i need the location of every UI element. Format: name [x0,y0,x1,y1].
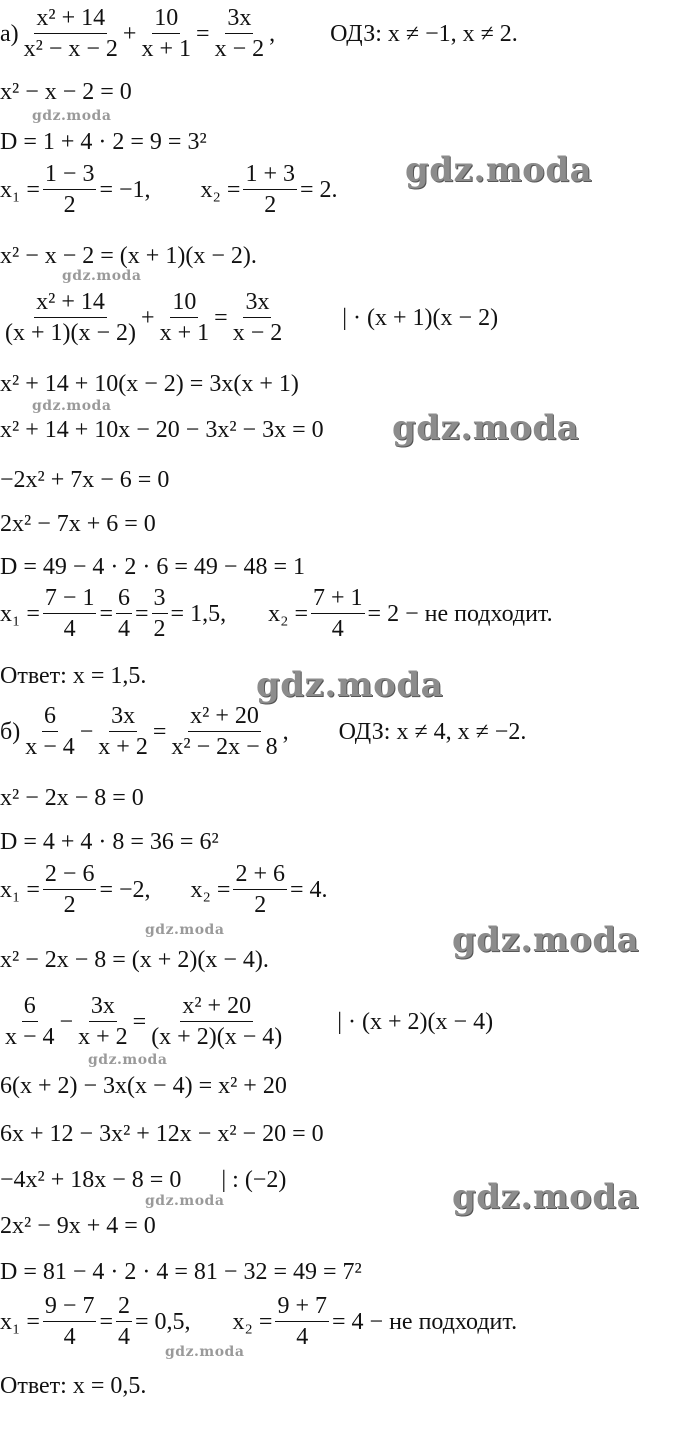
denominator: x − 4 [25,734,75,760]
part-a-discriminant: D = 1 + 4 · 2 = 9 = 3² [0,129,207,155]
fraction [43,586,97,641]
fraction [243,162,297,217]
numerator: 2 [116,1294,132,1322]
operator: − [79,718,94,745]
part-a-line-10: 2x² − 7x + 6 = 0 [0,511,156,537]
denominator: 4 [118,616,130,642]
numerator: x² + 14 [34,290,107,318]
fraction [213,6,267,61]
part-a-line-7: x² + 14 + 10(x − 2) = 3x(x + 1) [0,371,299,397]
fraction [149,994,284,1049]
numerator: 3x [89,994,117,1022]
root-label: x₁ = [0,876,40,903]
denominator: (x + 2)(x − 4) [151,1024,283,1050]
fraction [231,290,285,345]
part-b-answer: Ответ: x = 0,5. [0,1373,147,1399]
part-b-line-9 [0,1168,286,1192]
fraction [158,290,212,345]
fraction [139,6,193,61]
part-b-line-11: D = 81 − 4 · 2 · 4 = 81 − 32 = 49 = 7² [0,1259,362,1285]
watermark-logo: gdz.moda [32,398,112,414]
numerator: 3x [243,290,271,318]
part-b-line-2: x² − 2x − 8 = 0 [0,785,144,811]
numerator: 10 [170,290,198,318]
root-value: = −2, [99,876,151,903]
part-a-line-2: x² − x − 2 = 0 [0,79,132,105]
numerator: x² + 20 [180,994,253,1022]
watermark-logo: gdz.moda [145,1193,225,1209]
divisor-note: | : (−2) [221,1167,287,1193]
numerator: 1 + 3 [243,162,297,190]
equals-sign: = [152,718,167,745]
part-b-common-denominator [0,994,493,1049]
root-value: = 1,5, [170,600,227,627]
watermark-logo: gdz.moda [452,920,640,960]
part-b-line-8: 6x + 12 − 3x² + 12x − x² − 20 = 0 [0,1121,324,1147]
part-b-equation [0,704,526,759]
equation-text: −4x² + 18x − 8 = 0 [0,1167,182,1193]
equals-sign: = [196,20,210,47]
equals-sign: = [99,600,113,627]
part-a-final-roots [0,586,553,641]
part-a-answer: Ответ: x = 1,5. [0,663,147,689]
denominator: 2 [264,192,277,218]
root-value: = 4 − не подходит. [332,1308,518,1335]
root-label: x₂ = [190,876,231,903]
part-b-factorization: x² − 2x − 8 = (x + 2)(x − 4). [0,947,269,973]
fraction [96,704,150,759]
denominator: 2 [63,192,76,218]
fraction [76,994,130,1049]
part-a-common-denominator [0,290,498,345]
root-value: = −1, [99,176,151,203]
watermark-logo: gdz.moda [32,108,112,124]
fraction [116,1294,132,1349]
fraction [169,704,279,759]
numerator: 6 [22,994,38,1022]
root-value: = 4. [289,876,328,903]
part-a-equation [0,6,518,61]
root-value: = 2. [299,176,338,203]
part-b-odz: ОДЗ: x ≠ 4, x ≠ −2. [338,718,527,745]
root-label: x₁ = [0,176,40,203]
part-a-line-9: −2x² + 7x − 6 = 0 [0,467,170,493]
fraction [233,862,287,917]
numerator: 7 − 1 [43,586,97,614]
operator: + [122,20,137,47]
numerator: 7 + 1 [311,586,365,614]
equals-sign: = [214,304,228,331]
denominator: x − 4 [5,1024,55,1050]
watermark-logo: gdz.moda [392,408,580,448]
denominator: x² − 2x − 8 [171,734,278,760]
part-a-odz: ОДЗ: x ≠ −1, x ≠ 2. [330,20,518,47]
fraction [116,586,132,641]
part-a-label: а) [0,20,19,47]
denominator: 4 [63,1324,76,1350]
denominator: x − 2 [232,320,283,346]
root-label: x₁ = [0,600,40,627]
root-value: = 2 − не подходит. [367,600,553,627]
part-a-factorization: x² − x − 2 = (x + 1)(x − 2). [0,243,257,269]
fraction [23,704,77,759]
part-b-line-10: 2x² − 9x + 4 = 0 [0,1213,156,1239]
denominator: x + 1 [159,320,210,346]
denominator: 4 [63,616,76,642]
numerator: x² + 14 [34,6,107,34]
denominator: 4 [331,616,344,642]
part-b-label: б) [0,718,21,745]
numerator: 9 − 7 [43,1294,97,1322]
denominator: x² − x − 2 [23,36,118,62]
operator: − [59,1008,74,1035]
numerator: 10 [152,6,180,34]
denominator: 4 [118,1324,130,1350]
comma: , [282,718,289,745]
watermark-logo: gdz.moda [145,922,225,938]
fraction [311,586,365,641]
root-label: x₂ = [268,600,308,627]
fraction [3,290,138,345]
part-b-line-7: 6(x + 2) − 3x(x − 4) = x² + 20 [0,1073,287,1099]
numerator: 3 [152,586,168,614]
root-label: x₂ = [232,1308,273,1335]
watermark-logo: gdz.moda [62,268,142,284]
fraction [22,6,120,61]
denominator: 4 [296,1324,309,1350]
watermark-logo: gdz.moda [165,1344,245,1360]
denominator: 2 [153,616,166,642]
watermark-logo: gdz.moda [452,1177,640,1217]
root-value: = 0,5, [135,1308,191,1335]
operator: + [141,304,155,331]
multiplier-note: | · (x + 1)(x − 2) [342,304,499,331]
numerator: 3x [109,704,137,732]
fraction [43,1294,97,1349]
fraction [3,994,57,1049]
comma: , [269,20,276,47]
watermark-logo: gdz.moda [405,150,593,190]
numerator: 2 − 6 [43,862,97,890]
equals-sign: = [132,1008,147,1035]
numerator: 6 [42,704,58,732]
equals-sign: = [135,600,149,627]
denominator: x + 2 [98,734,148,760]
part-a-line-11: D = 49 − 4 · 2 · 6 = 49 − 48 = 1 [0,554,305,580]
denominator: (x + 1)(x − 2) [5,320,137,346]
denominator: x − 2 [214,36,265,62]
numerator: 6 [116,586,132,614]
root-label: x₁ = [0,1308,40,1335]
part-a-line-8: x² + 14 + 10x − 20 − 3x² − 3x = 0 [0,417,324,443]
fraction [43,162,97,217]
fraction [152,586,168,641]
numerator: 9 + 7 [275,1294,329,1322]
fraction [43,862,97,917]
numerator: 2 + 6 [233,862,287,890]
part-a-roots [0,162,338,217]
denominator: x + 1 [141,36,192,62]
fraction [275,1294,329,1349]
watermark-logo: gdz.moda [256,665,444,705]
numerator: x² + 20 [188,704,261,732]
multiplier-note: | · (x + 2)(x − 4) [337,1008,494,1035]
equals-sign: = [99,1308,113,1335]
part-b-final-roots [0,1294,517,1349]
part-b-discriminant: D = 4 + 4 · 8 = 36 = 6² [0,829,219,855]
numerator: 3x [225,6,253,34]
denominator: x + 2 [78,1024,128,1050]
numerator: 1 − 3 [43,162,97,190]
denominator: 2 [63,892,76,918]
watermark-logo: gdz.moda [88,1052,168,1068]
denominator: 2 [254,892,267,918]
root-label: x₂ = [200,176,241,203]
part-b-roots [0,862,328,917]
